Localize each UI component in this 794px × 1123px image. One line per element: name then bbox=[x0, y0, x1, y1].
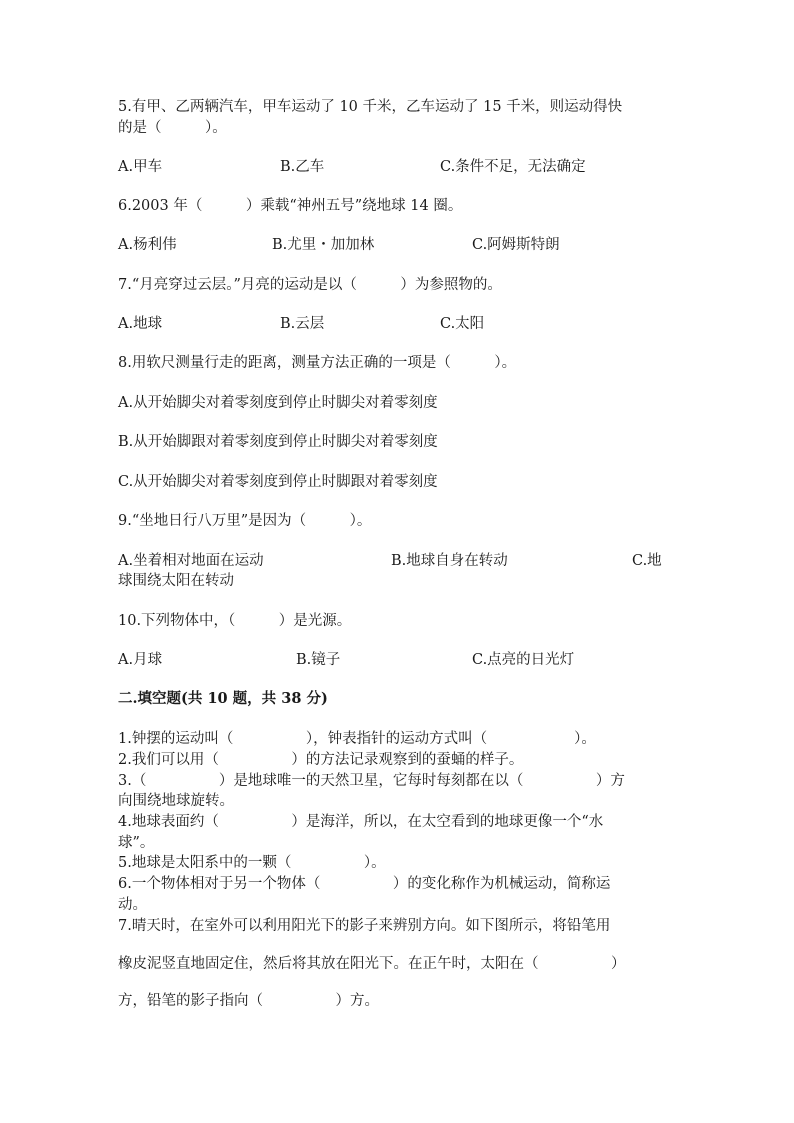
fill-line-2: 2.我们可以用（ ）的方法记录观察到的蚕蛹的样子。 bbox=[118, 752, 524, 768]
fill-line-7-continued-1: 橡皮泥竖直地固定住，然后将其放在阳光下。在正午时，太阳在（ ） bbox=[118, 956, 626, 972]
question-10-stem: 10.下列物体中，（ ）是光源。 bbox=[118, 613, 352, 629]
question-10-option-a: A.月球 bbox=[118, 652, 163, 668]
question-7-option-a: A.地球 bbox=[118, 316, 163, 332]
question-5-stem-line2: 的是（ ）。 bbox=[118, 120, 227, 136]
question-5-option-a: A.甲车 bbox=[118, 159, 163, 175]
fill-line-4: 4.地球表面约（ ）是海洋，所以，在太空看到的地球更像一个“水 bbox=[118, 814, 604, 830]
question-9-stem: 9.“坐地日行八万里”是因为（ ）。 bbox=[118, 513, 372, 529]
question-7-stem: 7.“月亮穿过云层。”月亮的运动是以（ ）为参照物的。 bbox=[118, 277, 502, 293]
question-5-option-b: B.乙车 bbox=[280, 159, 325, 175]
question-9-option-c-continued: 球围绕太阳在转动 bbox=[118, 573, 234, 589]
question-7-option-c: C.太阳 bbox=[440, 316, 485, 332]
question-9-option-a: A.坐着相对地面在运动 bbox=[118, 553, 264, 569]
fill-line-6: 6.一个物体相对于另一个物体（ ）的变化称作为机械运动，简称运 bbox=[118, 876, 611, 892]
question-5-stem-line1: 5.有甲、乙两辆汽车，甲车运动了 10 千米，乙车运动了 15 千米，则运动得快 bbox=[118, 99, 623, 115]
question-8-stem: 8.用软尺测量行走的距离，测量方法正确的一项是（ ）。 bbox=[118, 355, 517, 371]
fill-line-1: 1.钟摆的运动叫（ ），钟表指针的运动方式叫（ ）。 bbox=[118, 731, 596, 747]
question-8-option-c: C.从开始脚尖对着零刻度到停止时脚跟对着零刻度 bbox=[118, 474, 438, 490]
question-9-option-c: C.地 bbox=[632, 553, 662, 569]
fill-line-3: 3.（ ）是地球唯一的天然卫星，它每时每刻都在以（ ）方 bbox=[118, 773, 625, 789]
question-5-option-c: C.条件不足，无法确定 bbox=[440, 159, 586, 175]
question-9-option-b: B.地球自身在转动 bbox=[391, 553, 508, 569]
question-10-option-c: C.点亮的日光灯 bbox=[472, 652, 575, 668]
question-8-option-a: A.从开始脚尖对着零刻度到停止时脚尖对着零刻度 bbox=[118, 395, 438, 411]
fill-line-6-continued: 动。 bbox=[118, 897, 147, 913]
question-6-option-b: B.尤里・加加林 bbox=[272, 237, 375, 253]
fill-line-7: 7.晴天时，在室外可以利用阳光下的影子来辨别方向。如下图所示，将铅笔用 bbox=[118, 918, 611, 934]
question-8-option-b: B.从开始脚跟对着零刻度到停止时脚尖对着零刻度 bbox=[118, 434, 438, 450]
fill-line-3-continued: 向围绕地球旋转。 bbox=[118, 793, 234, 809]
section-2-title: 二.填空题(共 10 题，共 38 分) bbox=[118, 690, 328, 707]
fill-line-5: 5.地球是太阳系中的一颗（ ）。 bbox=[118, 855, 386, 871]
fill-line-7-continued-2: 方，铅笔的影子指向（ ）方。 bbox=[118, 993, 379, 1009]
fill-line-4-continued: 球”。 bbox=[118, 835, 155, 851]
question-6-stem: 6.2003 年（ ）乘载“神州五号”绕地球 14 圈。 bbox=[118, 198, 463, 214]
question-6-option-a: A.杨利伟 bbox=[118, 237, 177, 253]
question-10-option-b: B.镜子 bbox=[296, 652, 341, 668]
question-6-option-c: C.阿姆斯特朗 bbox=[472, 237, 560, 253]
question-7-option-b: B.云层 bbox=[280, 316, 325, 332]
